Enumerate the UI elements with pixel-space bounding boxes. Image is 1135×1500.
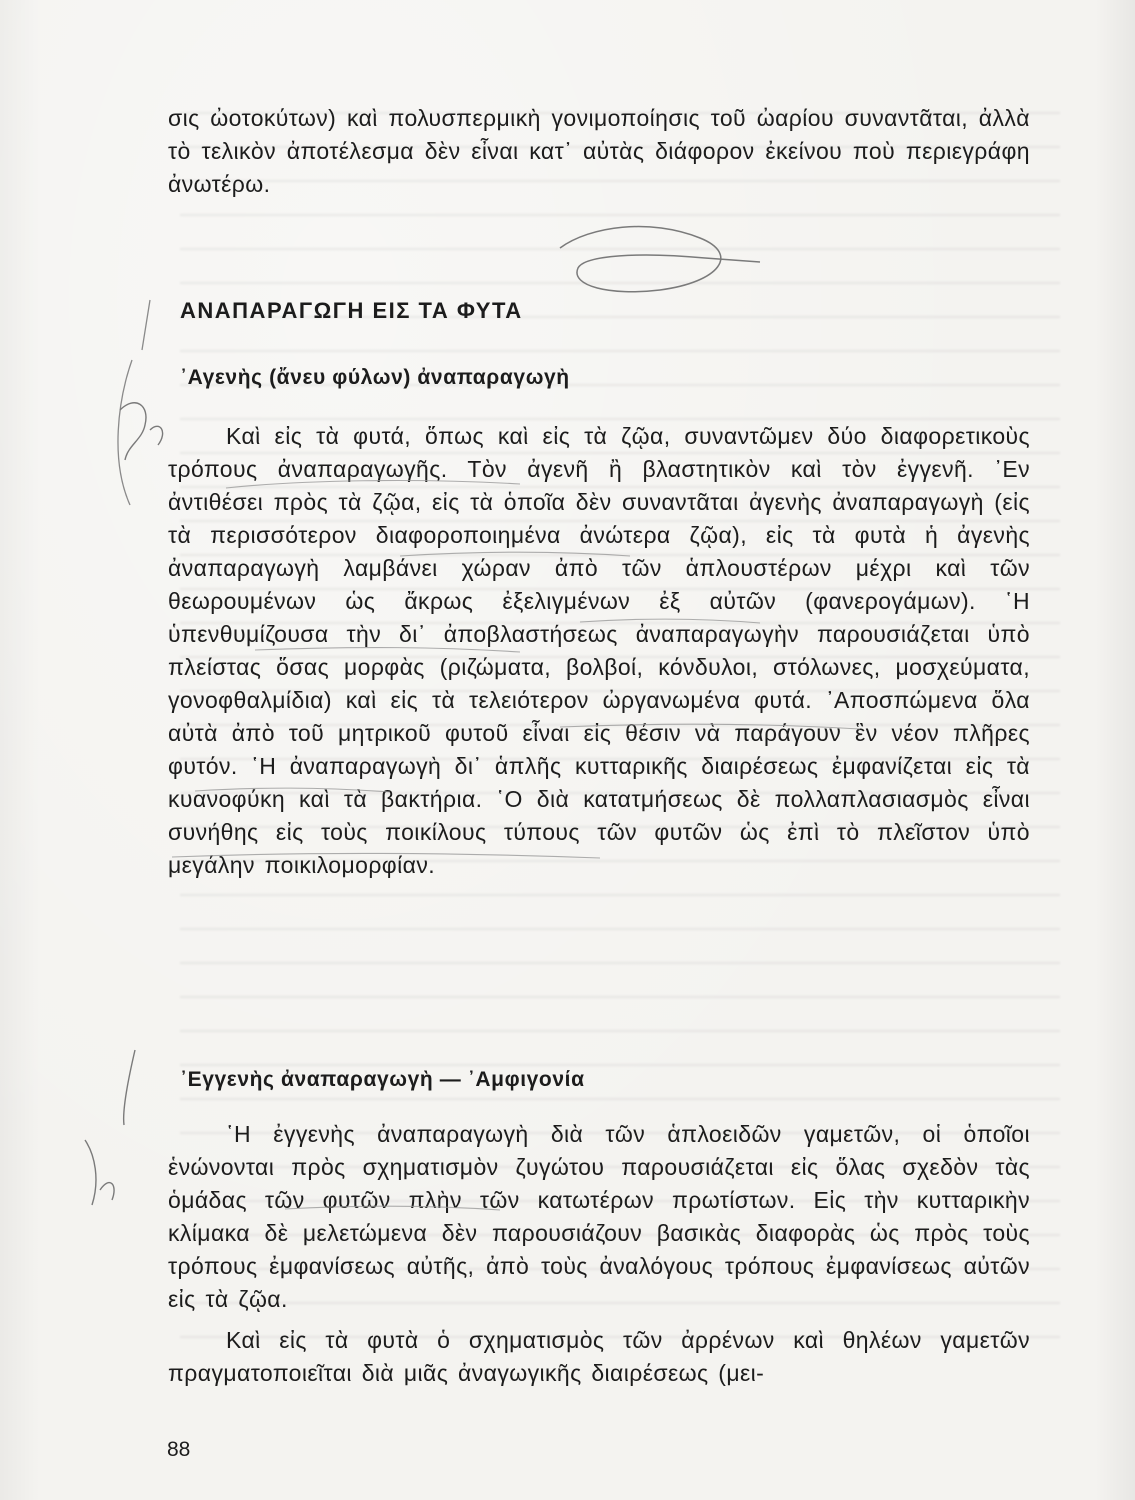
sexual-text <box>168 1118 1030 1390</box>
sexual-paragraph-1: ῾Η ἐγγενὴς ἀναπαραγωγὴ διὰ τῶν ἁπλοειδῶν γαμετῶν, οἱ ὁποῖοι ἑνώνονται πρὸς σχηματισμὸν ζυγώτου παρουσιάζεται εἰς ὅλας σχεδὸν τὰς ὁμάδας τῶν φυτῶν πλὴν τῶν κατωτέρων πρωτίστων. Εἰς τὴν κυτταρικὴν κλίμακα δὲ μελετώμενα δὲν παρουσιάζουν βασικὰς διαφορὰς ὡς πρὸς τοὺς τρόπους ἐμφανίσεως αὐτῆς, ἀπὸ τοὺς ἀναλόγους τρόπους ἐμφανίσεως αὐτῶν εἰς τὰ ζῷα. <box>168 1121 1030 1312</box>
asexual-paragraph: Καὶ εἰς τὰ φυτά, ὅπως καὶ εἰς τὰ ζῷα, συναντῶμεν δύο διαφορετικοὺς τρόπους ἀναπαραγωγῆς. Τὸν ἀγενῆ ἢ βλαστητικὸν καὶ τὸν ἐγγενῆ. ᾽Εν ἀντιθέσει πρὸς τὰ ζῷα, εἰς τὰ ὁποῖα δὲν συναντᾶται ἀγενὴς ἀναπαραγωγὴ (εἰς τὰ περισσότερον διαφοροποιημένα ἀνώτερα ζῷα), εἰς τὰ φυτὰ ἡ ἀγενὴς ἀναπαραγωγὴ λαμβάνει χώραν ἀπὸ τῶν ἁπλουστέρων μέχρι καὶ τῶν θεωρουμένων ὡς ἄκρως ἐξελιγμένων ἐξ αὐτῶν (φανερογάμων). ῾Η ὑπενθυμίζουσα τὴν δι᾽ ἀποβλαστήσεως ἀναπαραγωγὴν παρουσιάζεται ὑπὸ πλείστας ὅσας μορφὰς (ριζώματα, βολβοί, κόνδυλοι, στόλωνες, μοσχεύματα, γονοφθαλμίδια) καὶ εἰς τὰ τελειότερον ὠργανωμένα φυτά. ᾽Αποσπώμενα ὅλα αὐτὰ ἀπὸ τοῦ μητρικοῦ φυτοῦ εἶναι εἰς θέσιν νὰ παράγουν ἓν νέον πλῆρες φυτόν. ῾Η ἀναπαραγωγὴ δι᾽ ἁπλῆς κυτταρικῆς διαιρέσεως ἐμφανίζεται εἰς τὰ κυανοφύκη καὶ τὰ βακτήρια. ῾Ο διὰ κατατμήσεως δὲ πολλαπλασιασμὸς εἶναι συνήθης εἰς τοὺς ποικίλους τύπους τῶν φυτῶν ὡς ἐπὶ τὸ πλεῖστον ὑπὸ μεγάλην ποικιλομορφίαν. <box>168 423 1030 878</box>
intro-text <box>168 102 1030 201</box>
pencil-margin-line <box>118 300 150 505</box>
asexual-reproduction-heading: ᾽Αγενὴς (ἄνευ φύλων) ἀναπαραγωγὴ <box>180 366 570 389</box>
asexual-text <box>168 420 1030 882</box>
pencil-margin-mark-lower <box>85 1050 135 1205</box>
pencil-margin-note-mark <box>120 403 163 460</box>
sexual-reproduction-heading: ᾽Εγγενὴς ἀναπαραγωγὴ — ᾽Αμφιγονία <box>180 1068 585 1091</box>
section-heading: ΑΝΑΠΑΡΑΓΩΓΗ ΕΙΣ ΤΑ ΦΥΤΑ <box>180 298 523 323</box>
page-number: 88 <box>167 1438 191 1461</box>
sexual-paragraph-2: Καὶ εἰς τὰ φυτὰ ὁ σχηματισμὸς τῶν ἀρρένων καὶ θηλέων γαμετῶν πραγματοποιεῖται διὰ μιᾶς ἀναγωγικῆς διαιρέσεως (μει- <box>168 1327 1030 1386</box>
intro-paragraph: σις ὠοτοκύτων) καὶ πολυσπερμικὴ γονιμοποίησις τοῦ ὠαρίου συναντᾶται, ἀλλὰ τὸ τελικὸν ἀποτέλεσμα δὲν εἶναι κατ᾽ αὐτὰς διάφορον ἐκείνου ποὺ περιεγράφη ἀνωτέρω. <box>168 105 1030 197</box>
